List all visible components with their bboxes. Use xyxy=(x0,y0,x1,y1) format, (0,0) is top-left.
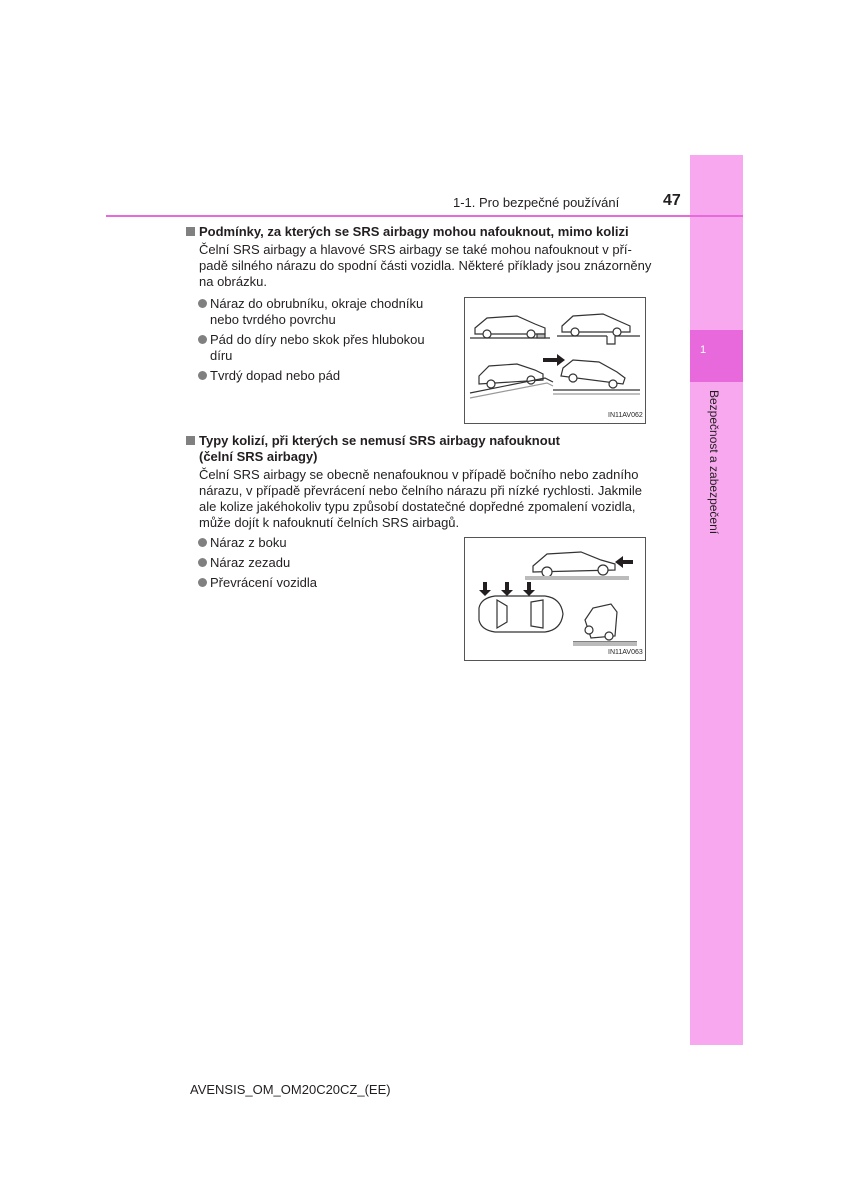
chapter-side-tab xyxy=(690,155,743,1045)
list-item xyxy=(198,368,425,384)
paragraph-line: nárazu, v případě převrácení nebo čelního nárazu při nízké rychlosti. Jakmile xyxy=(199,483,642,498)
list-item-line: díru xyxy=(210,348,233,363)
section2-heading-line: (čelní SRS airbagy) xyxy=(199,449,318,464)
section1-heading-text: Podmínky, za kterých se SRS airbagy mohou nafouknout, mimo kolizi xyxy=(199,224,629,239)
list-item xyxy=(198,555,317,571)
list-item-line: Náraz do obrubníku, okraje chodníku xyxy=(210,296,424,311)
list-item xyxy=(198,535,317,551)
list-item-line: Převrácení vozidla xyxy=(210,575,317,590)
list-item-line: Náraz zezadu xyxy=(210,555,291,570)
document-code: AVENSIS_OM_OM20C20CZ_(EE) xyxy=(190,1082,391,1097)
list-item xyxy=(198,296,425,328)
list-item xyxy=(198,332,425,364)
section2-paragraph xyxy=(199,467,661,531)
section-title: 1-1. Pro bezpečné používání xyxy=(453,195,620,210)
page-number: 47 xyxy=(663,192,681,209)
section1-bullet-list xyxy=(198,296,425,388)
paragraph-line: Čelní SRS airbagy se obecně nenafouknou v případě bočního nebo zadního xyxy=(199,467,639,482)
list-item-line: Tvrdý dopad nebo pád xyxy=(210,368,341,383)
chapter-number: 1 xyxy=(700,344,707,356)
header-divider xyxy=(106,215,743,217)
circle-bullet-icon xyxy=(198,335,207,344)
circle-bullet-icon xyxy=(198,558,207,567)
figure-non-deploy-collisions xyxy=(464,537,646,661)
paragraph-line: může dojít k nafouknutí čelních SRS airbagů. xyxy=(199,515,460,530)
figure-code: IN11AV063 xyxy=(608,649,643,656)
circle-bullet-icon xyxy=(198,578,207,587)
arrow-right-icon xyxy=(543,354,565,366)
arrow-left-icon xyxy=(615,556,633,568)
section1-paragraph xyxy=(199,242,661,290)
list-item-line: nebo tvrdého povrchu xyxy=(210,312,336,327)
circle-bullet-icon xyxy=(198,371,207,380)
arrow-down-icon xyxy=(501,582,513,596)
paragraph-line: ale kolize jakéhokoliv typu způsobí dostatečné dopředné zpomalení vozidla, xyxy=(199,499,636,514)
underbody-impact-illustration xyxy=(465,298,645,423)
list-item xyxy=(198,575,317,591)
list-item-line: Náraz z boku xyxy=(210,535,287,550)
arrow-down-icon xyxy=(523,582,535,596)
figure-underbody-impacts xyxy=(464,297,646,424)
chapter-title: Bezpečnost a zabezpečení xyxy=(707,390,721,535)
section2-heading-line: Typy kolizí, při kterých se nemusí SRS airbagy nafouknout xyxy=(199,433,560,448)
section1-heading xyxy=(186,224,629,240)
section2-bullet-list xyxy=(198,535,317,595)
figure-code: IN11AV062 xyxy=(608,412,643,419)
square-bullet-icon xyxy=(186,227,195,236)
paragraph-line: Čelní SRS airbagy a hlavové SRS airbagy se také mohou nafouknout v pří- xyxy=(199,242,632,257)
circle-bullet-icon xyxy=(198,538,207,547)
list-item-line: Pád do díry nebo skok přes hlubokou xyxy=(210,332,425,347)
arrow-down-icon xyxy=(479,582,491,596)
section2-heading xyxy=(186,433,560,465)
circle-bullet-icon xyxy=(198,299,207,308)
non-deploy-collision-illustration xyxy=(465,538,645,660)
paragraph-line: padě silného nárazu do spodní části vozidla. Některé příklady jsou znázorněny xyxy=(199,258,652,273)
chapter-tab-active[interactable] xyxy=(690,330,743,382)
square-bullet-icon xyxy=(186,436,195,445)
paragraph-line: na obrázku. xyxy=(199,274,267,289)
